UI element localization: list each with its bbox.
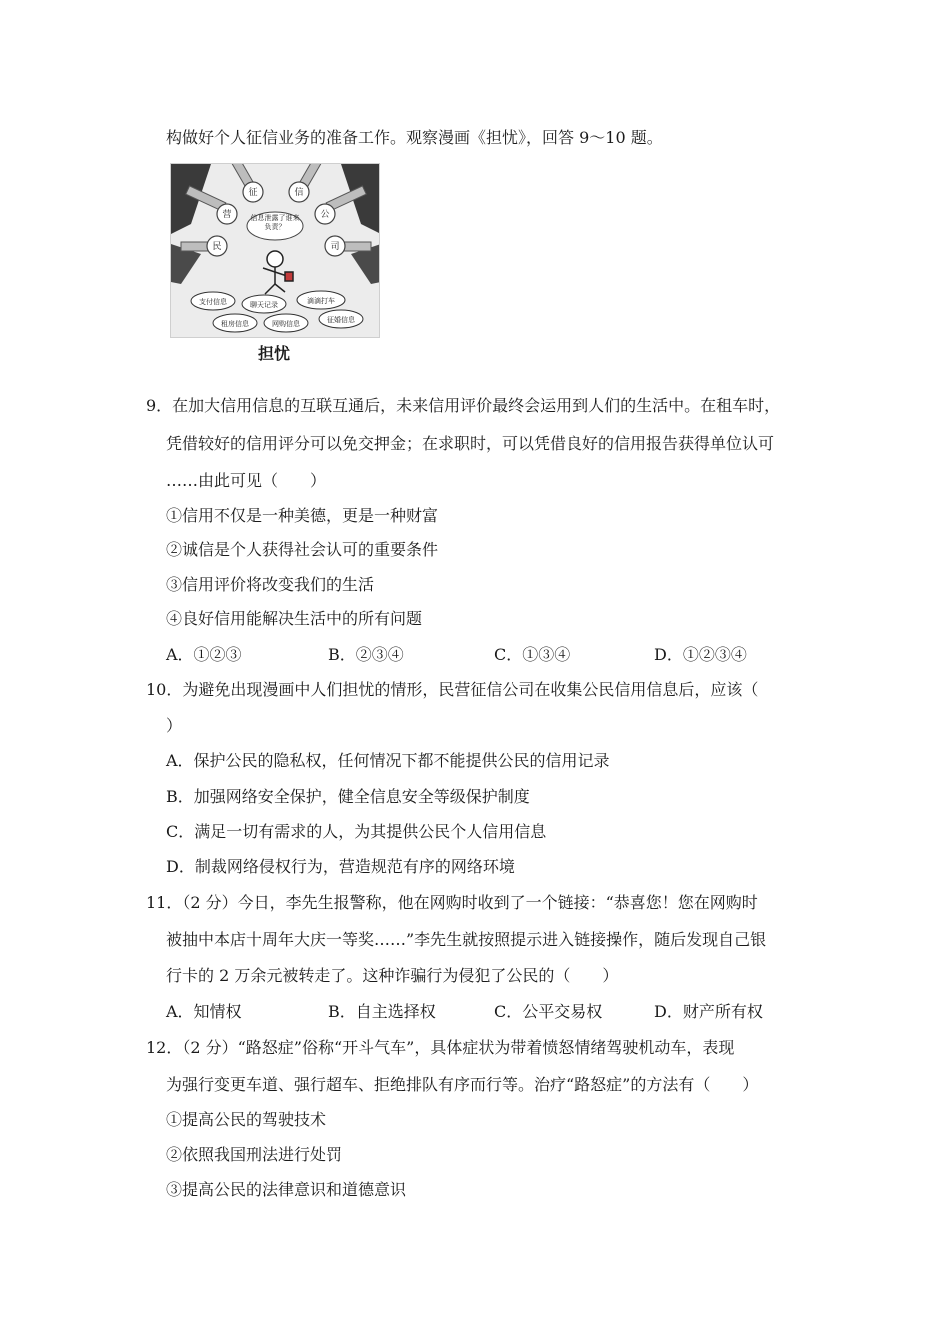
q9-item-2: ②诚信是个人获得社会认可的重要条件 [166, 540, 439, 559]
q10-choice-b[interactable]: B．加强网络安全保护，健全信息安全等级保护制度 [166, 787, 530, 806]
q10-choice-d[interactable]: D．制裁网络侵权行为，营造规范有序的网络环境 [166, 857, 515, 876]
cloud-label-0: 支付信息 [199, 298, 227, 306]
q12-item-2: ②依照我国刑法进行处罚 [166, 1145, 343, 1164]
q9-line-3: ……由此可见（ ） [166, 471, 327, 490]
q9-choice-b[interactable]: B．②③④ [328, 645, 404, 664]
q9-choice-a[interactable]: A．①②③ [166, 645, 242, 664]
q11-choice-d[interactable]: D．财产所有权 [654, 1002, 763, 1021]
cloud-label-2: 滴滴打车 [307, 297, 335, 305]
comic-image [170, 163, 380, 338]
q11-choice-c[interactable]: C．公平交易权 [494, 1002, 603, 1021]
q9-line-2: 凭借较好的信用评分可以免交押金；在求职时，可以凭借良好的信用报告获得单位认可 [166, 434, 775, 453]
q9-choice-c[interactable]: C．①③④ [494, 645, 571, 664]
speech-bubble-text: 信息泄露了谁来负责？ [250, 214, 300, 231]
q12-item-3: ③提高公民的法律意识和道德意识 [166, 1180, 407, 1199]
q11-line-2: 被抽中本店十周年大庆一等奖……”李先生就按照提示进入链接操作，随后发现自己银 [166, 930, 767, 949]
q9-choice-d[interactable]: D．①②③④ [654, 645, 747, 664]
cloud-label-5: 征婚信息 [327, 316, 355, 324]
key-label-4: 民 [212, 242, 222, 252]
key-label-1: 征 [248, 188, 258, 198]
q9-item-4: ④良好信用能解决生活中的所有问题 [166, 609, 423, 628]
q9-item-1: ①信用不仅是一种美德，更是一种财富 [166, 506, 439, 525]
q12-item-1: ①提高公民的驾驶技术 [166, 1110, 327, 1129]
q11-choice-a[interactable]: A．知情权 [166, 1002, 242, 1021]
q11-line-3: 行卡的 2 万余元被转走了。这种诈骗行为侵犯了公民的（ ） [166, 966, 619, 985]
q9-line-1: 9．在加大信用信息的互联互通后，未来信用评价最终会运用到人们的生活中。在租车时， [146, 396, 781, 415]
key-label-3: 公 [320, 210, 330, 220]
q10-choice-c[interactable]: C．满足一切有需求的人，为其提供公民个人信用信息 [166, 822, 547, 841]
cloud-label-4: 网购信息 [272, 320, 300, 328]
q12-line-1: 12．（2 分）“路怒症”俗称“开斗气车”，具体症状为带着愤怒情绪驾驶机动车，表现 [146, 1038, 735, 1057]
q11-choice-b[interactable]: B．自主选择权 [328, 1002, 436, 1021]
q10-choice-a[interactable]: A．保护公民的隐私权，任何情况下都不能提供公民的信用记录 [166, 751, 610, 770]
intro-line: 构做好个人征信业务的准备工作。观察漫画《担忧》，回答 9～10 题。 [166, 128, 663, 147]
key-label-2: 信 [294, 188, 304, 198]
key-label-5: 司 [330, 242, 340, 252]
q10-line-1: 10．为避免出现漫画中人们担忧的情形，民营征信公司在收集公民信用信息后，应该（ [146, 680, 759, 699]
comic-drawing [171, 164, 380, 338]
q10-line-2: ） [166, 716, 183, 735]
comic-caption: 担忧 [258, 344, 291, 363]
q9-item-3: ③信用评价将改变我们的生活 [166, 575, 375, 594]
cloud-label-3: 租房信息 [221, 320, 249, 328]
key-label-0: 营 [222, 210, 232, 220]
q12-line-2: 为强行变更车道、强行超车、拒绝排队有序而行等。治疗“路怒症”的方法有（ ） [166, 1075, 759, 1094]
q11-line-1: 11．（2 分）今日，李先生报警称，他在网购时收到了一个链接：“恭喜您！您在网购时 [146, 893, 758, 912]
cloud-label-1: 聊天记录 [250, 301, 278, 309]
